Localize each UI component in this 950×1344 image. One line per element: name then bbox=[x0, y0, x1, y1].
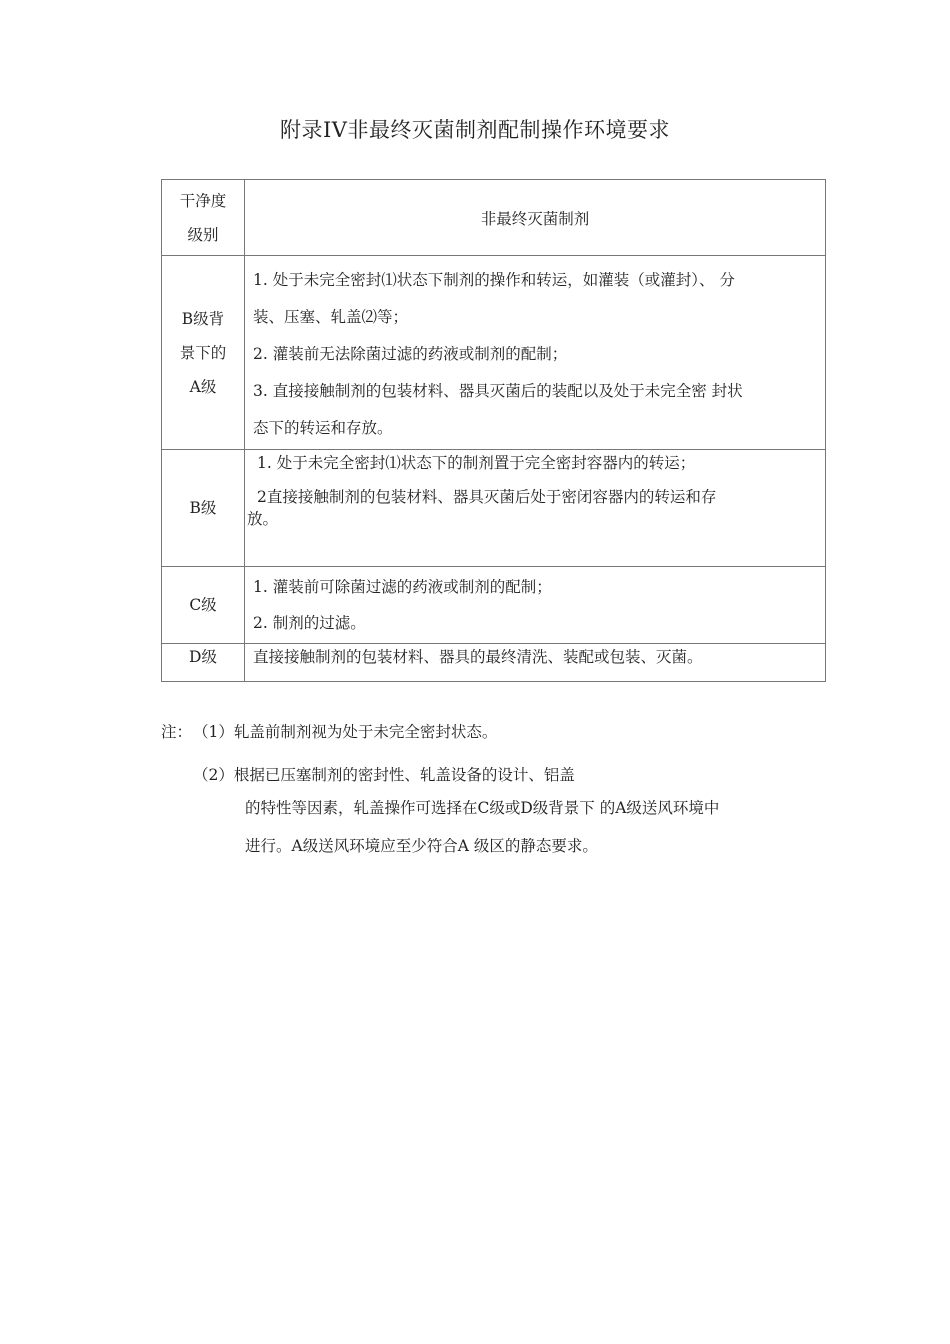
note-2-line-1: （2）根据已压塞制剂的密封性、轧盖设备的设计、铝盖 bbox=[193, 766, 575, 784]
content-line: 放。 bbox=[247, 510, 279, 528]
level-line: D级 bbox=[189, 648, 217, 666]
content-header-cell: 非最终灭菌制剂 bbox=[245, 180, 826, 256]
note-2-line-2: 的特性等因素，轧盖操作可选择在C级或D级背景下 的A级送风环境中 bbox=[245, 799, 720, 817]
content-cell bbox=[245, 644, 826, 682]
level-cell bbox=[162, 450, 245, 567]
content-line: 装、压塞、轧盖⑵等； bbox=[253, 308, 409, 326]
level-cell bbox=[162, 256, 245, 450]
level-cell bbox=[162, 567, 245, 644]
notes-label: 注： bbox=[161, 723, 193, 741]
environment-requirements-table bbox=[161, 179, 826, 682]
level-line: C级 bbox=[189, 596, 217, 614]
content-cell bbox=[245, 450, 826, 567]
page-title: 附录IV非最终灭菌制剂配制操作环境要求 bbox=[280, 118, 670, 142]
content-line: 1. 灌装前可除菌过滤的药液或制剂的配制； bbox=[253, 578, 552, 596]
level-line: B级 bbox=[189, 499, 217, 517]
level-header-line: 级别 bbox=[187, 225, 219, 244]
table-row bbox=[162, 256, 826, 450]
table-row bbox=[162, 567, 826, 644]
level-line: B级背 bbox=[181, 309, 225, 328]
table-header-row bbox=[162, 180, 826, 256]
level-line: 景下的 bbox=[179, 343, 227, 362]
table-row bbox=[162, 450, 826, 567]
content-line: 1. 处于未完全密封⑴状态下的制剂置于完全密封容器内的转运； bbox=[257, 454, 696, 472]
level-cell bbox=[162, 644, 245, 682]
content-line: 态下的转运和存放。 bbox=[253, 419, 393, 437]
content-line: 2. 灌装前无法除菌过滤的药液或制剂的配制； bbox=[253, 345, 568, 363]
level-header-line: 干净度 bbox=[179, 191, 227, 210]
level-header-cell bbox=[162, 180, 245, 256]
level-line: A级 bbox=[189, 377, 217, 396]
table-row bbox=[162, 644, 826, 682]
note-2-line-3: 进行。A级送风环境应至少符合A 级区的静态要求。 bbox=[245, 837, 598, 855]
content-line: 1. 处于未完全密封⑴状态下制剂的操作和转运，如灌装（或灌封）、 分 bbox=[253, 271, 735, 289]
content-line: 2. 制剂的过滤。 bbox=[253, 614, 366, 632]
content-cell bbox=[245, 256, 826, 450]
content-line: 直接接触制剂的包装材料、器具的最终清洗、装配或包装、灭菌。 bbox=[253, 648, 703, 666]
content-line: 2直接接触制剂的包装材料、器具灭菌后处于密闭容器内的转运和存 bbox=[257, 488, 717, 506]
note-1: （1）轧盖前制剂视为处于未完全密封状态。 bbox=[193, 723, 498, 741]
content-line: 3. 直接接触制剂的包装材料、器具灭菌后的装配以及处于未完全密 封状 bbox=[253, 382, 743, 400]
content-cell bbox=[245, 567, 826, 644]
